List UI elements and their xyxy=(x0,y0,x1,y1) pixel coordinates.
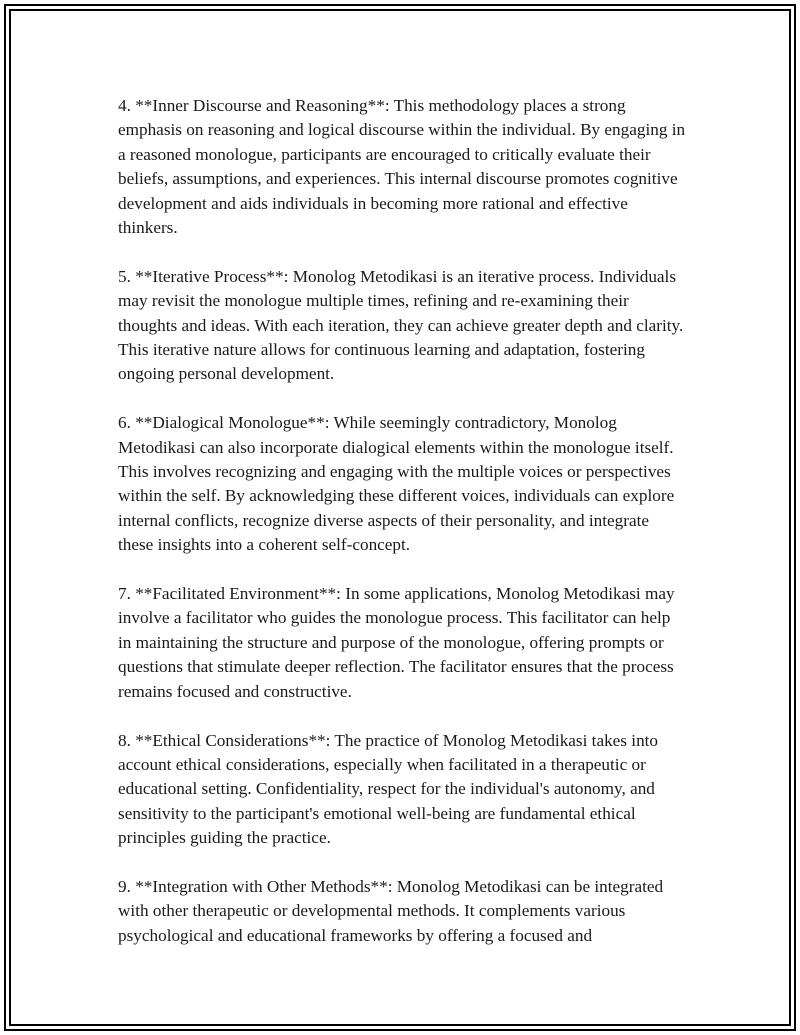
paragraph-integration-methods: 9. **Integration with Other Methods**: Monolog Metodikasi can be integrated with other therapeutic or developmental methods. It complements various psychological and educational frameworks by offering a focused and xyxy=(118,876,664,945)
document-body xyxy=(118,94,688,973)
paragraph-facilitated-environment: 7. **Facilitated Environment**: In some applications, Monolog Metodikasi may involve a facilitator who guides the monologue process. This facilitator can help in maintaining the structure and purpose of the monologue, offering prompts or questions that stimulate deeper reflection. The facilitator ensures that the process remains focused and constructive. xyxy=(118,584,675,701)
paragraph-ethical-considerations: 8. **Ethical Considerations**: The practice of Monolog Metodikasi takes into account ethical considerations, especially when facilitated in a therapeutic or educational setting. Confidentiality, respect for the individual's autonomy, and sensitivity to the participant's emotional well-being are fundamental ethical principles guiding the practice. xyxy=(118,730,659,848)
paragraph-dialogical-monologue: 6. **Dialogical Monologue**: While seemingly contradictory, Monolog Metodikasi can also incorporate dialogical elements within the monologue itself. This involves recognizing and engaging with the multiple voices or perspectives within the self. By acknowledging these different voices, individuals can explore internal conflicts, recognize diverse aspects of their personality, and integrate these insights into a coherent self-concept. xyxy=(118,413,675,555)
paragraph-iterative-process: 5. **Iterative Process**: Monolog Metodikasi is an iterative process. Individuals may revisit the monologue multiple times, refining and re-examining their thoughts and ideas. With each iteration, they can achieve greater depth and clarity. This iterative nature allows for continuous learning and adaptation, fostering ongoing personal development. xyxy=(118,266,684,384)
paragraph-inner-discourse: 4. **Inner Discourse and Reasoning**: This methodology places a strong emphasis on reasoning and logical discourse within the individual. By engaging in a reasoned monologue, participants are encouraged to critically evaluate their beliefs, assumptions, and experiences. This internal discourse promotes cognitive development and aids individuals in becoming more rational and effective thinkers. xyxy=(118,96,686,238)
